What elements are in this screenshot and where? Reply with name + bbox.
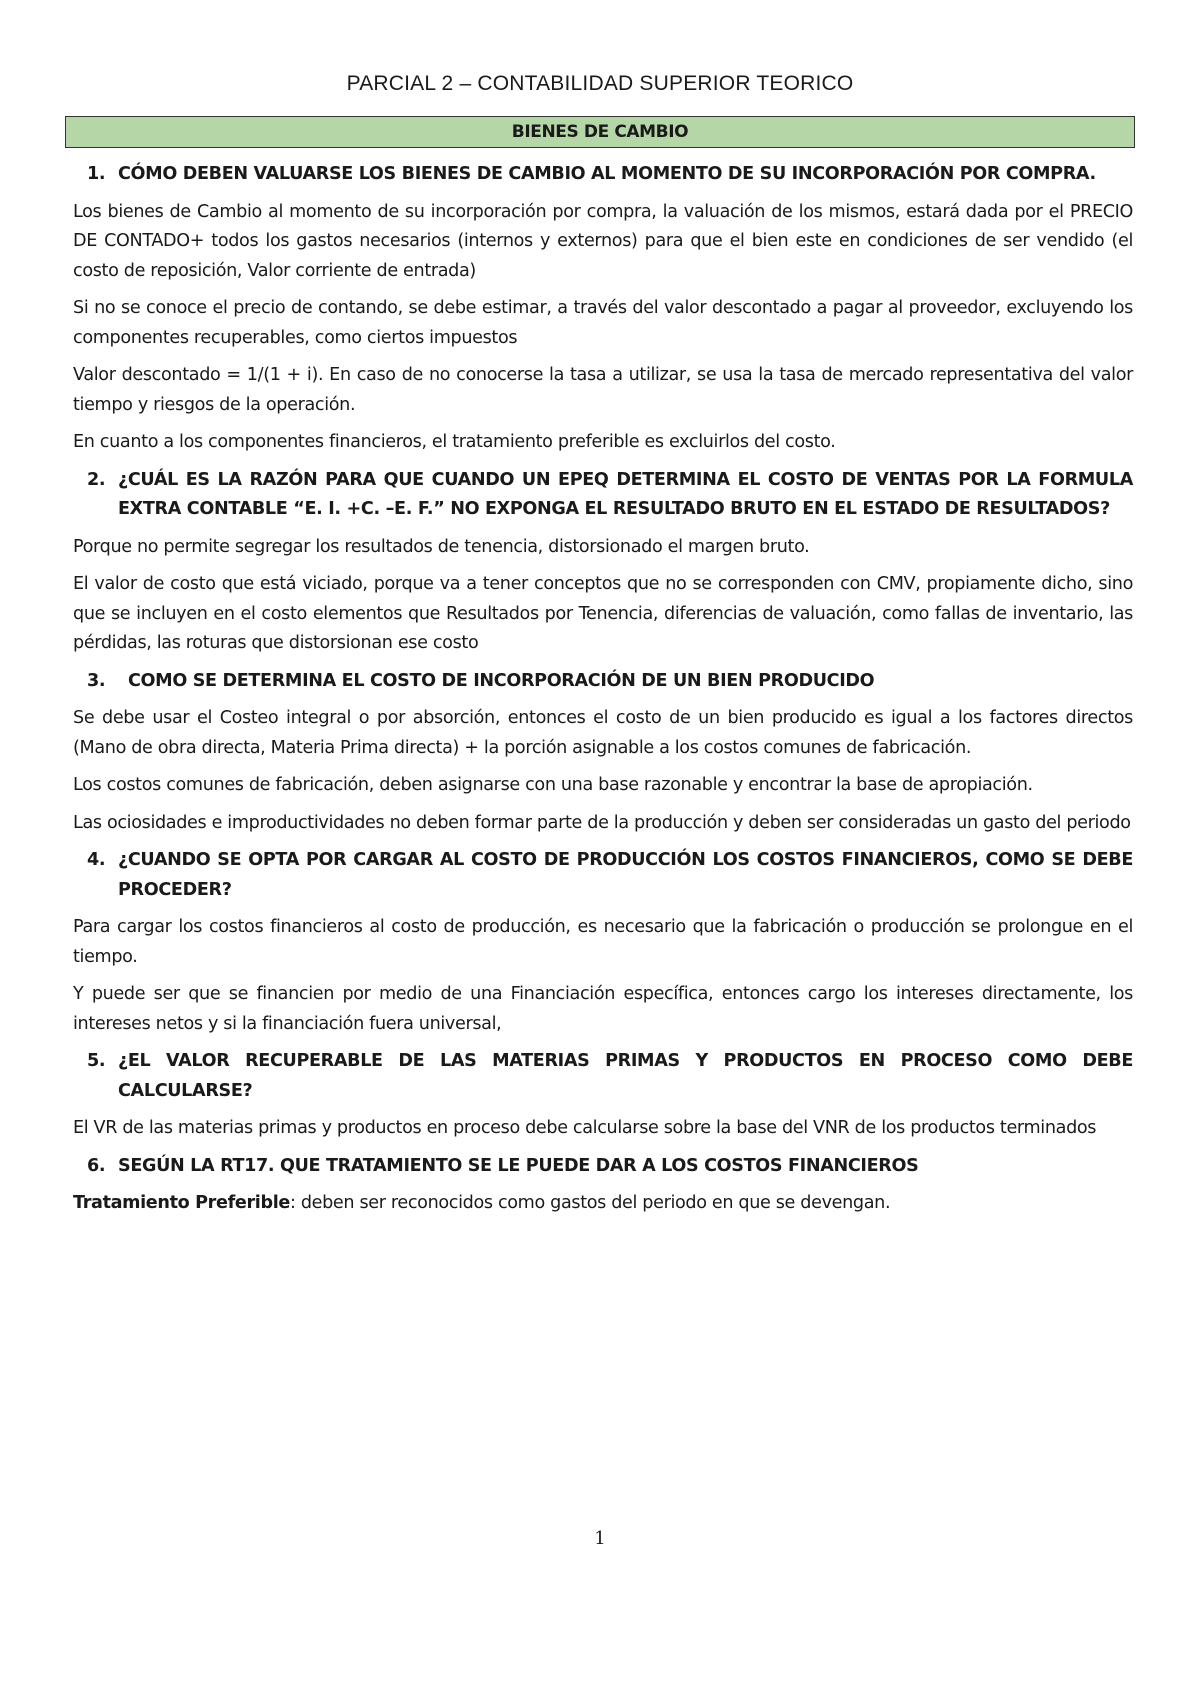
question-3 [73, 667, 1133, 697]
document-title: PARCIAL 2 – CONTABILIDAD SUPERIOR TEORICO [346, 72, 854, 95]
question-number: 6. [87, 1155, 106, 1176]
document-body [73, 160, 1133, 1227]
answer-paragraph: En cuanto a los componentes financieros, el tratamiento preferible es excluirlos del costo. [73, 432, 836, 452]
answer-paragraph: El VR de las materias primas y productos en proceso debe calcularse sobre la base del VNR de los productos terminados [73, 1118, 1097, 1138]
question-2 [73, 466, 1133, 525]
final-answer-label: Tratamiento Preferible [73, 1193, 290, 1213]
question-4 [73, 846, 1133, 905]
question-text: ¿EL VALOR RECUPERABLE DE LAS MATERIAS PRIMAS Y PRODUCTOS EN PROCESO COMO DEBE CALCULARSE? [118, 1051, 1133, 1101]
section-header: BIENES DE CAMBIO [65, 116, 1135, 148]
question-5 [73, 1047, 1133, 1106]
question-text: ¿CUÁL ES LA RAZÓN PARA QUE CUANDO UN EPEQ DETERMINA EL COSTO DE VENTAS POR LA FORMULA EXTRA CONTABLE “E. I. +C. –E. F.” NO EXPONGA EL RESULTADO BRUTO EN EL ESTADO DE RESULTADOS? [118, 469, 1133, 519]
question-number: 4. [87, 850, 106, 870]
question-text: ¿CUANDO SE OPTA POR CARGAR AL COSTO DE PRODUCCIÓN LOS COSTOS FINANCIEROS, COMO SE DEBE PROCEDER? [118, 850, 1133, 900]
question-text: SEGÚN LA RT17. QUE TRATAMIENTO SE LE PUEDE DAR A LOS COSTOS FINANCIEROS [118, 1155, 919, 1176]
answer-paragraph: Los bienes de Cambio al momento de su incorporación por compra, la valuación de los mismos, estará dada por el PRECIO DE CONTADO+ todos los gastos necesarios (internos y externos) para que el bien este en condiciones de ser vendido (el costo de reposición, Valor corriente de entrada) [73, 201, 1133, 281]
question-number: 1. [87, 164, 106, 184]
page-number: 1 [594, 1528, 606, 1549]
answer-paragraph: Para cargar los costos financieros al costo de producción, es necesario que la fabricación o producción se prolongue en el tiempo. [73, 917, 1133, 967]
answer-paragraph: Las ociosidades e improductividades no deben formar parte de la producción y deben ser consideradas un gasto del periodo [73, 812, 1131, 833]
question-1 [73, 160, 1133, 190]
answer-paragraph: Y puede ser que se financien por medio de una Financiación específica, entonces cargo los intereses directamente, los intereses netos y si la financiación fuera universal, [73, 984, 1133, 1034]
answer-paragraph: Valor descontado = 1/(1 + i). En caso de no conocerse la tasa a utilizar, se usa la tasa de mercado representativa del valor tiempo y riesgos de la operación. [73, 365, 1133, 415]
question-number: 2. [87, 469, 106, 490]
answer-paragraph: Porque no permite segregar los resultados de tenencia, distorsionado el margen bruto. [73, 536, 810, 557]
question-text: CÓMO DEBEN VALUARSE LOS BIENES DE CAMBIO AL MOMENTO DE SU INCORPORACIÓN POR COMPRA. [118, 164, 1096, 184]
answer-paragraph: El valor de costo que está viciado, porque va a tener conceptos que no se corresponden con CMV, propiamente dicho, sino que se incluyen en el costo elementos que Resultados por Tenencia, diferencias de valuación, como fallas de inventario, las pérdidas, las roturas que distorsionan ese costo [73, 574, 1133, 653]
answer-paragraph: Si no se conoce el precio de contando, se debe estimar, a través del valor descontado a pagar al proveedor, excluyendo los componentes recuperables, como ciertos impuestos [73, 298, 1133, 348]
answer-paragraph: Se debe usar el Costeo integral o por absorción, entonces el costo de un bien producido es igual a los factores directos (Mano de obra directa, Materia Prima directa) + la porción asignable a los costos comunes de fabricación. [73, 708, 1133, 758]
final-answer-text: : deben ser reconocidos como gastos del periodo en que se devengan. [290, 1193, 891, 1213]
question-text: COMO SE DETERMINA EL COSTO DE INCORPORACIÓN DE UN BIEN PRODUCIDO [128, 670, 875, 691]
question-number: 3. [87, 670, 106, 691]
answer-paragraph: Los costos comunes de fabricación, deben asignarse con una base razonable y encontrar la base de apropiación. [73, 775, 1033, 795]
question-6 [73, 1152, 1133, 1182]
final-answer-paragraph [73, 1189, 1133, 1219]
question-number: 5. [87, 1051, 106, 1071]
